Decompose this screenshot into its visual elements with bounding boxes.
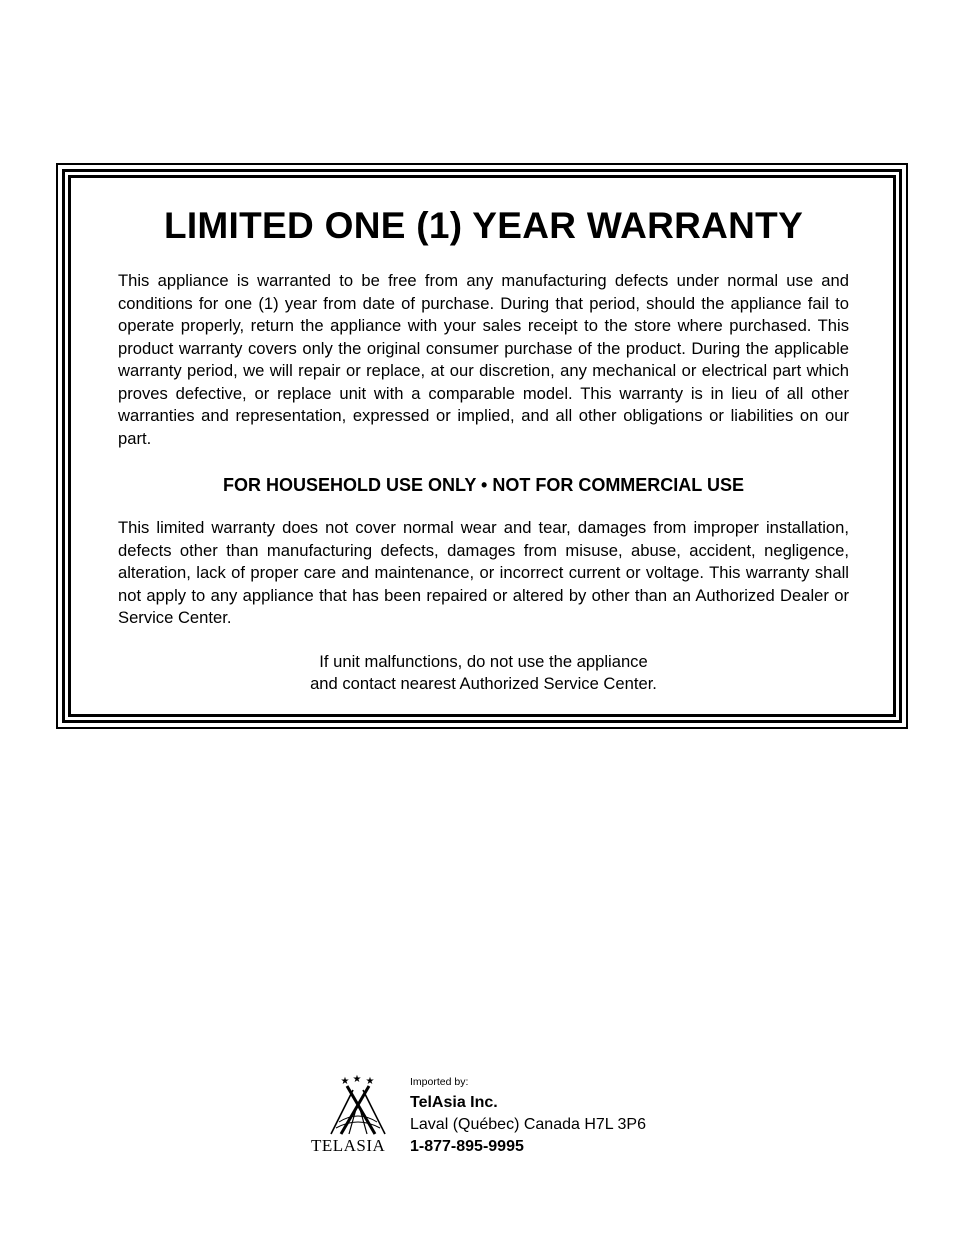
svg-text:★: ★ — [340, 1076, 350, 1087]
svg-text:★: ★ — [365, 1076, 375, 1087]
svg-text:★: ★ — [352, 1074, 362, 1085]
importer-address: Laval (Québec) Canada H7L 3P6 — [410, 1116, 646, 1133]
household-use-subheading: FOR HOUSEHOLD USE ONLY • NOT FOR COMMERCIAL USE — [222, 475, 744, 495]
importer-phone: 1-877-895-9995 — [410, 1138, 524, 1155]
malfunction-notice — [118, 651, 849, 696]
telasia-logo — [309, 1072, 397, 1158]
warranty-content — [118, 200, 849, 696]
warranty-terms-paragraph: This appliance is warranted to be free from any manufacturing defects under normal use and conditions for one (1) year from date of purchase. During that period, should the appliance fail to operate properly, return the appliance with your sales receipt to the store where purchased. This product warranty covers only the original consumer purchase of the product. During the applicable warranty period, we will repair or replace, at our discretion, any mechanical or electrical part which proves defective, or replace unit with a comparable model. This warranty is in lieu of all other warranties and representation, expressed or implied, and all other obligations or liabilities on our part. — [118, 271, 849, 448]
telasia-emblem-icon — [309, 1072, 397, 1136]
telasia-logo-wordmark: TELASIA — [311, 1136, 386, 1155]
importer-block — [309, 1072, 689, 1162]
importer-details — [410, 1075, 690, 1158]
malfunction-notice-line-2: and contact nearest Authorized Service Center. — [310, 674, 657, 693]
importer-name: TelAsia Inc. — [410, 1094, 498, 1111]
imported-by-label: Imported by: — [410, 1076, 469, 1088]
warranty-exclusions-paragraph: This limited warranty does not cover normal wear and tear, damages from improper installation, defects other than manufacturing defects, damages from misuse, abuse, accident, negligence, alteration, lack of proper care and maintenance, or incorrect current or voltage. This warranty shall not apply to any appliance that has been repaired or altered by other than an Authorized Dealer or Service Center. — [118, 518, 849, 627]
malfunction-notice-line-1: If unit malfunctions, do not use the appliance — [319, 651, 648, 671]
warranty-title: LIMITED ONE (1) YEAR WARRANTY — [163, 205, 804, 246]
